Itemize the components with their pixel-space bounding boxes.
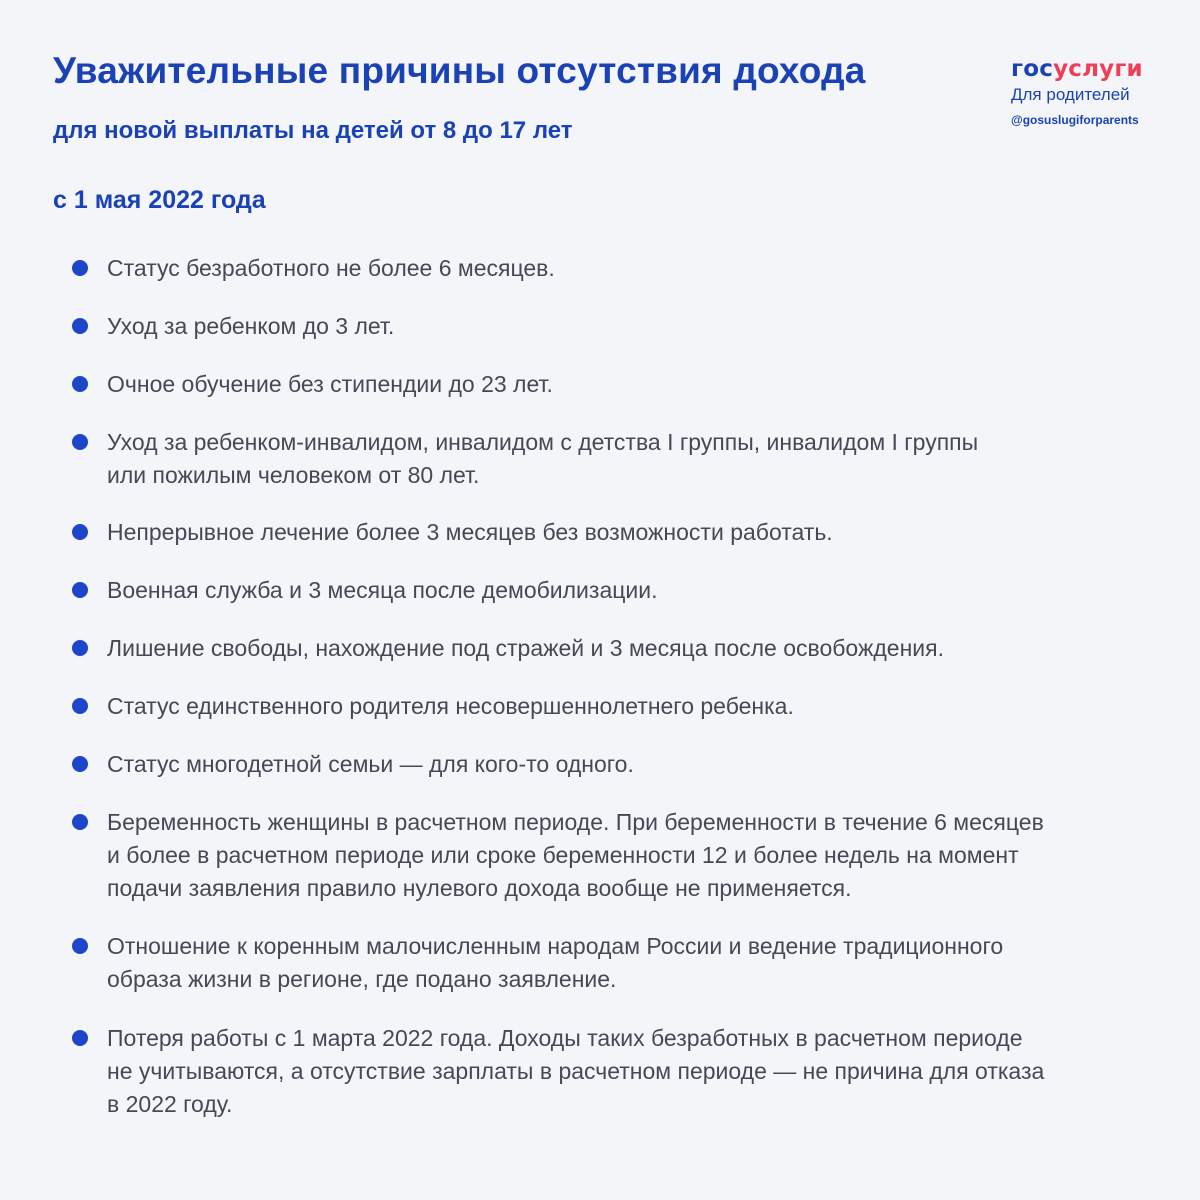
bullet-dot-icon [72, 524, 88, 540]
bullet-dot-icon [72, 434, 88, 450]
reason-item [68, 368, 1148, 401]
gosuslugi-logo [1011, 56, 1171, 128]
reason-item [68, 310, 1148, 343]
bullet-dot-icon [72, 1030, 88, 1046]
reason-item [68, 426, 1148, 492]
reason-text-line-1: Военная служба и 3 месяца после демобилизации. [107, 577, 658, 603]
bullet-dot-icon [72, 376, 88, 392]
page-subtitle: для новой выплаты на детей от 8 до 17 лет [53, 117, 573, 144]
reason-text-line-2: не учитываются, а отсутствие зарплаты в расчетном периоде — не причина для отказа [107, 1058, 1045, 1084]
reason-text-line-1: Лишение свободы, нахождение под стражей и 3 месяца после освобождения. [107, 635, 944, 661]
bullet-dot-icon [72, 640, 88, 656]
social-handle: @gosuslugiforparents [1011, 113, 1139, 127]
bullet-dot-icon [72, 582, 88, 598]
reason-text-line-1: Беременность женщины в расчетном периоде. При беременности в течение 6 месяцев [107, 809, 1044, 835]
reason-item [68, 806, 1148, 905]
reason-text-line-1: Уход за ребенком-инвалидом, инвалидом с детства I группы, инвалидом I группы [107, 429, 979, 455]
reason-text-line-1: Статус многодетной семьи — для кого-то одного. [107, 751, 634, 777]
reason-text-line-3: в 2022 году. [107, 1091, 233, 1117]
reason-item [68, 516, 1148, 549]
reason-item [68, 748, 1148, 781]
bullet-dot-icon [72, 698, 88, 714]
reason-text-line-1: Потеря работы с 1 марта 2022 года. Доходы таких безработных в расчетном периоде [107, 1025, 1023, 1051]
reason-item [68, 1022, 1148, 1121]
reason-item [68, 930, 1148, 996]
effective-date: с 1 мая 2022 года [53, 186, 266, 214]
reason-text-line-2: образа жизни в регионе, где подано заявление. [107, 966, 617, 992]
bullet-dot-icon [72, 814, 88, 830]
logo-subtitle: Для родителей [1011, 85, 1130, 104]
reason-item [68, 690, 1148, 723]
bullet-dot-icon [72, 318, 88, 334]
reason-text-line-2: или пожилым человеком от 80 лет. [107, 462, 480, 488]
logo-wordmark-part1: гос [1011, 56, 1054, 82]
page-title: Уважительные причины отсутствия дохода [53, 50, 866, 91]
reason-text-line-1: Уход за ребенком до 3 лет. [107, 313, 395, 339]
reason-text-line-1: Статус единственного родителя несовершеннолетнего ребенка. [107, 693, 794, 719]
bullet-dot-icon [72, 938, 88, 954]
reason-text-line-1: Статус безработного не более 6 месяцев. [107, 255, 555, 281]
reason-item [68, 574, 1148, 607]
reason-item [68, 632, 1148, 665]
bullet-dot-icon [72, 260, 88, 276]
logo-wordmark-part2: услуги [1053, 56, 1143, 82]
reason-item [68, 252, 1148, 285]
reason-text-line-1: Непрерывное лечение более 3 месяцев без возможности работать. [107, 519, 833, 545]
logo-wordmark [1011, 56, 1171, 82]
reason-text-line-1: Очное обучение без стипендии до 23 лет. [107, 371, 553, 397]
reason-text-line-2: и более в расчетном периоде или сроке беременности 12 и более недель на момент [107, 842, 1019, 868]
bullet-dot-icon [72, 756, 88, 772]
reason-text-line-1: Отношение к коренным малочисленным народам России и ведение традиционного [107, 933, 1004, 959]
reason-text-line-3: подачи заявления правило нулевого дохода вообще не применяется. [107, 875, 852, 901]
